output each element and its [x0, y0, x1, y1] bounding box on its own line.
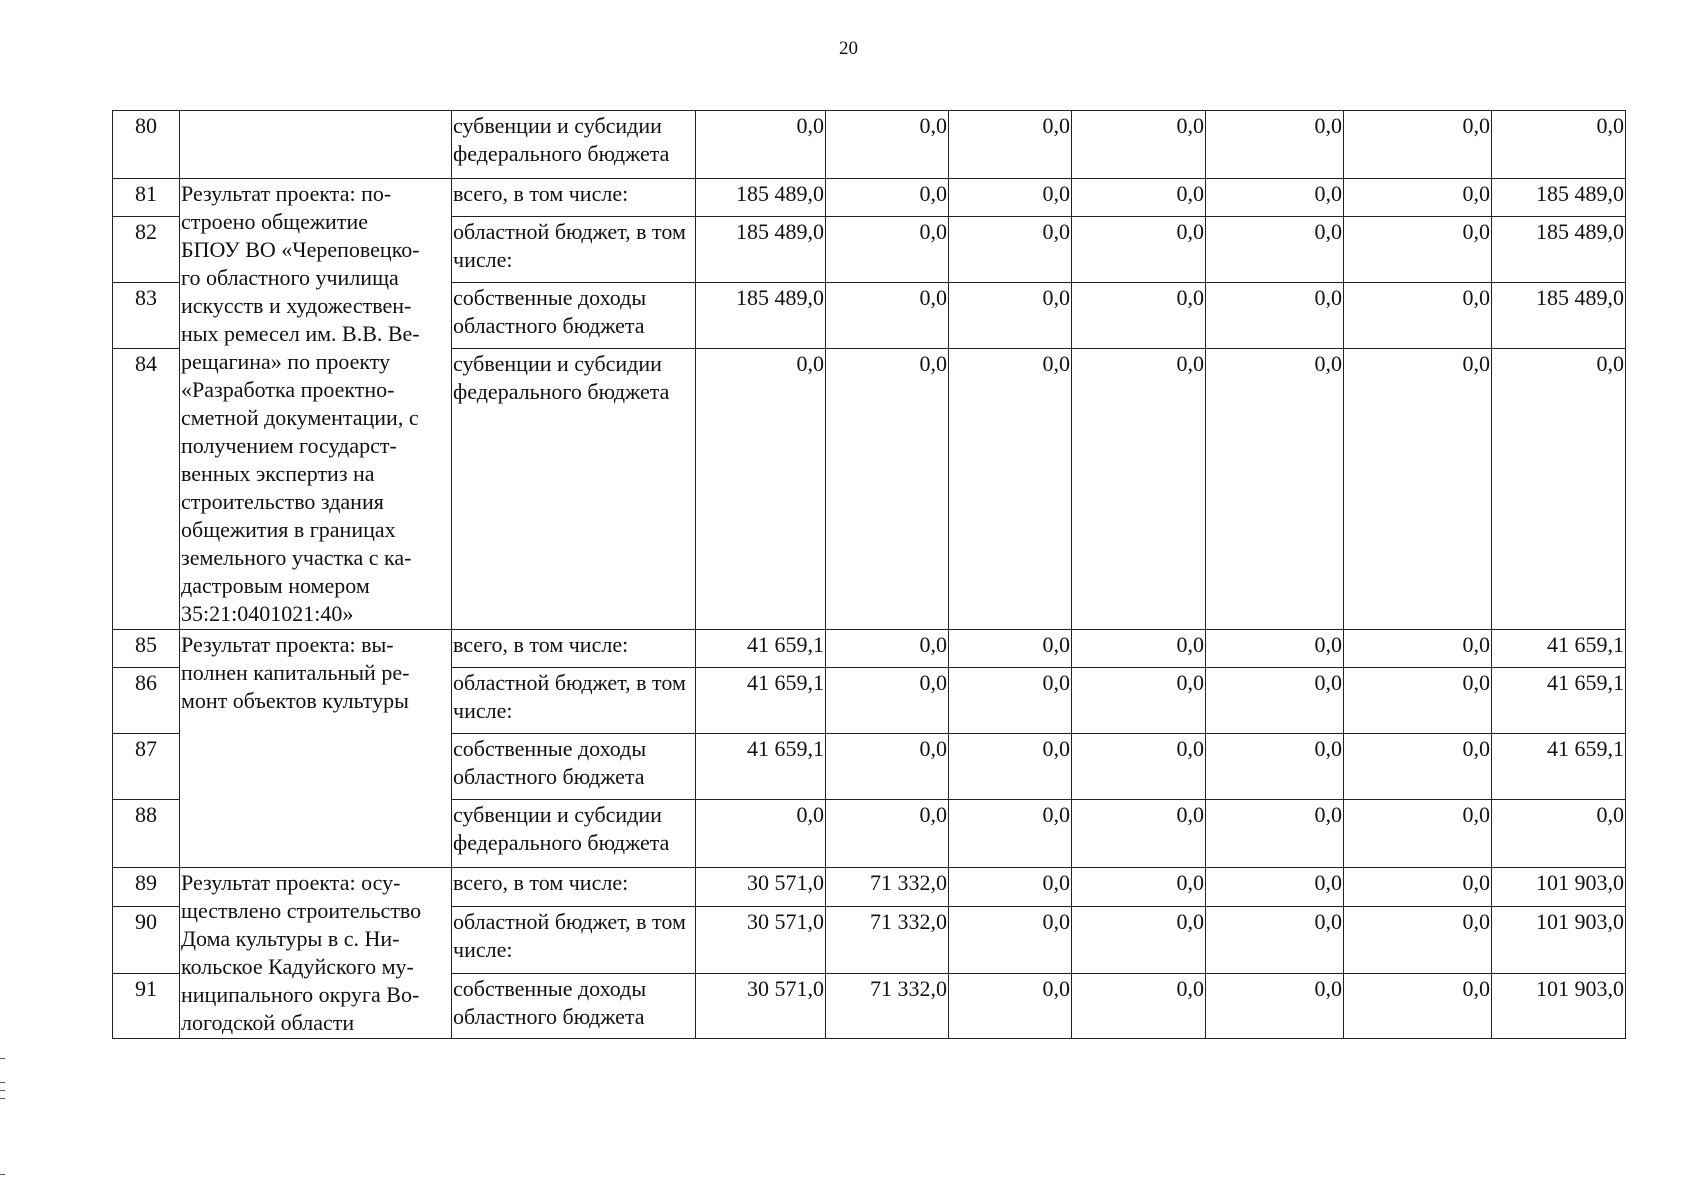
- value-cell: 0,0: [1206, 973, 1344, 1038]
- total-cell: 185 489,0: [1492, 179, 1626, 217]
- value-cell: 0,0: [1344, 111, 1492, 179]
- value-cell: 0,0: [1344, 217, 1492, 283]
- value-cell: 71 332,0: [826, 868, 949, 907]
- value-cell: 0,0: [1206, 283, 1344, 349]
- table-row: [113, 111, 1626, 179]
- value-cell: 0,0: [826, 179, 949, 217]
- value-cell: 0,0: [949, 349, 1072, 630]
- row-number: 91: [113, 973, 180, 1038]
- margin-tick: [0, 1090, 5, 1091]
- value-cell: 0,0: [826, 668, 949, 734]
- value-cell: 0,0: [1344, 349, 1492, 630]
- value-cell: 0,0: [1344, 668, 1492, 734]
- table-row: [113, 179, 1626, 217]
- total-cell: 101 903,0: [1492, 973, 1626, 1038]
- margin-tick: [0, 1058, 5, 1059]
- result-description-cell: [180, 111, 452, 179]
- row-number: 81: [113, 179, 180, 217]
- value-cell: 0,0: [1206, 734, 1344, 800]
- value-cell: 0,0: [1344, 800, 1492, 868]
- value-cell: 0,0: [696, 111, 826, 179]
- value-cell: 0,0: [949, 868, 1072, 907]
- value-cell: 0,0: [1072, 734, 1206, 800]
- funding-source: всего, в том числе:: [452, 630, 696, 668]
- margin-tick: [0, 1174, 5, 1175]
- total-cell: 0,0: [1492, 111, 1626, 179]
- total-cell: 41 659,1: [1492, 630, 1626, 668]
- value-cell: 0,0: [1072, 868, 1206, 907]
- value-cell: 0,0: [696, 349, 826, 630]
- value-cell: 0,0: [949, 800, 1072, 868]
- value-cell: 0,0: [1344, 734, 1492, 800]
- row-number: 90: [113, 906, 180, 973]
- value-cell: 185 489,0: [696, 283, 826, 349]
- total-cell: 185 489,0: [1492, 217, 1626, 283]
- row-number: 86: [113, 668, 180, 734]
- value-cell: 0,0: [1206, 111, 1344, 179]
- funding-source: областной бюджет, в том числе:: [452, 906, 696, 973]
- row-number: 87: [113, 734, 180, 800]
- margin-tick: [0, 1098, 5, 1099]
- value-cell: 0,0: [1072, 111, 1206, 179]
- value-cell: 0,0: [1072, 668, 1206, 734]
- value-cell: 0,0: [1344, 906, 1492, 973]
- value-cell: 0,0: [1072, 800, 1206, 868]
- total-cell: 101 903,0: [1492, 868, 1626, 907]
- funding-source: субвенции и субсидии федерального бюджета: [452, 111, 696, 179]
- value-cell: 0,0: [1072, 217, 1206, 283]
- result-description: Результат проекта: по- строено общежитие БПОУ ВО «Череповецко- го областного училища искусств и художествен- ных ремесел им. В.В. Ве- рещагина» по проекту «Разработка проектно- сметной документации, с получением государст- венных экспертиз на строительство здания общежития в границах земельного участка с ка- дастровым номером 35:21:0401021:40»: [180, 179, 452, 630]
- result-description: Результат проекта: осу- ществлено строительство Дома культуры в с. Ни- кольское Кадуйского му- ниципального округа Во- логодской области: [180, 868, 452, 1039]
- value-cell: 0,0: [949, 283, 1072, 349]
- value-cell: 0,0: [1072, 906, 1206, 973]
- value-cell: 0,0: [1206, 630, 1344, 668]
- row-number: 84: [113, 349, 180, 630]
- funding-source: субвенции и субсидии федерального бюджета: [452, 349, 696, 630]
- row-number: 83: [113, 283, 180, 349]
- value-cell: 0,0: [1072, 179, 1206, 217]
- value-cell: 0,0: [1206, 868, 1344, 907]
- funding-source: собственные доходы областного бюджета: [452, 734, 696, 800]
- funding-source: областной бюджет, в том числе:: [452, 668, 696, 734]
- value-cell: 0,0: [826, 349, 949, 630]
- value-cell: 41 659,1: [696, 630, 826, 668]
- value-cell: 0,0: [949, 111, 1072, 179]
- value-cell: 185 489,0: [696, 217, 826, 283]
- margin-tick: [0, 1082, 5, 1083]
- value-cell: 0,0: [826, 800, 949, 868]
- value-cell: 0,0: [1344, 868, 1492, 907]
- value-cell: 0,0: [1206, 349, 1344, 630]
- page-number: 20: [839, 38, 858, 59]
- funding-source: всего, в том числе:: [452, 868, 696, 907]
- funding-source: всего, в том числе:: [452, 179, 696, 217]
- value-cell: 0,0: [1344, 973, 1492, 1038]
- value-cell: 0,0: [826, 630, 949, 668]
- total-cell: 0,0: [1492, 349, 1626, 630]
- table-row: [113, 868, 1626, 907]
- value-cell: 0,0: [1072, 283, 1206, 349]
- value-cell: 0,0: [696, 800, 826, 868]
- value-cell: 0,0: [1344, 283, 1492, 349]
- value-cell: 0,0: [1072, 973, 1206, 1038]
- funding-source: собственные доходы областного бюджета: [452, 283, 696, 349]
- value-cell: 71 332,0: [826, 973, 949, 1038]
- value-cell: 0,0: [1072, 630, 1206, 668]
- value-cell: 0,0: [826, 217, 949, 283]
- row-number: 82: [113, 217, 180, 283]
- value-cell: 0,0: [949, 630, 1072, 668]
- budget-table: [112, 110, 1626, 1039]
- total-cell: 41 659,1: [1492, 668, 1626, 734]
- total-cell: 0,0: [1492, 800, 1626, 868]
- value-cell: 0,0: [949, 973, 1072, 1038]
- value-cell: 0,0: [1206, 179, 1344, 217]
- result-description: Результат проекта: вы- полнен капитальный ре- монт объектов культуры: [180, 630, 452, 868]
- value-cell: 0,0: [949, 906, 1072, 973]
- funding-source: собственные доходы областного бюджета: [452, 973, 696, 1038]
- total-cell: 41 659,1: [1492, 734, 1626, 800]
- value-cell: 0,0: [949, 668, 1072, 734]
- value-cell: 0,0: [949, 179, 1072, 217]
- row-number: 85: [113, 630, 180, 668]
- value-cell: 0,0: [1206, 668, 1344, 734]
- value-cell: 0,0: [826, 283, 949, 349]
- total-cell: 185 489,0: [1492, 283, 1626, 349]
- value-cell: 0,0: [1072, 349, 1206, 630]
- value-cell: 0,0: [949, 734, 1072, 800]
- value-cell: 30 571,0: [696, 973, 826, 1038]
- value-cell: 0,0: [1206, 217, 1344, 283]
- row-number: 80: [113, 111, 180, 179]
- value-cell: 30 571,0: [696, 906, 826, 973]
- value-cell: 0,0: [826, 111, 949, 179]
- value-cell: 0,0: [826, 734, 949, 800]
- value-cell: 0,0: [949, 217, 1072, 283]
- table-row: [113, 630, 1626, 668]
- value-cell: 0,0: [1344, 630, 1492, 668]
- funding-source: субвенции и субсидии федерального бюджета: [452, 800, 696, 868]
- value-cell: 185 489,0: [696, 179, 826, 217]
- value-cell: 41 659,1: [696, 668, 826, 734]
- value-cell: 30 571,0: [696, 868, 826, 907]
- row-number: 88: [113, 800, 180, 868]
- funding-source: областной бюджет, в том числе:: [452, 217, 696, 283]
- value-cell: 0,0: [1206, 906, 1344, 973]
- value-cell: 41 659,1: [696, 734, 826, 800]
- value-cell: 0,0: [1344, 179, 1492, 217]
- value-cell: 0,0: [1206, 800, 1344, 868]
- value-cell: 71 332,0: [826, 906, 949, 973]
- total-cell: 101 903,0: [1492, 906, 1626, 973]
- row-number: 89: [113, 868, 180, 907]
